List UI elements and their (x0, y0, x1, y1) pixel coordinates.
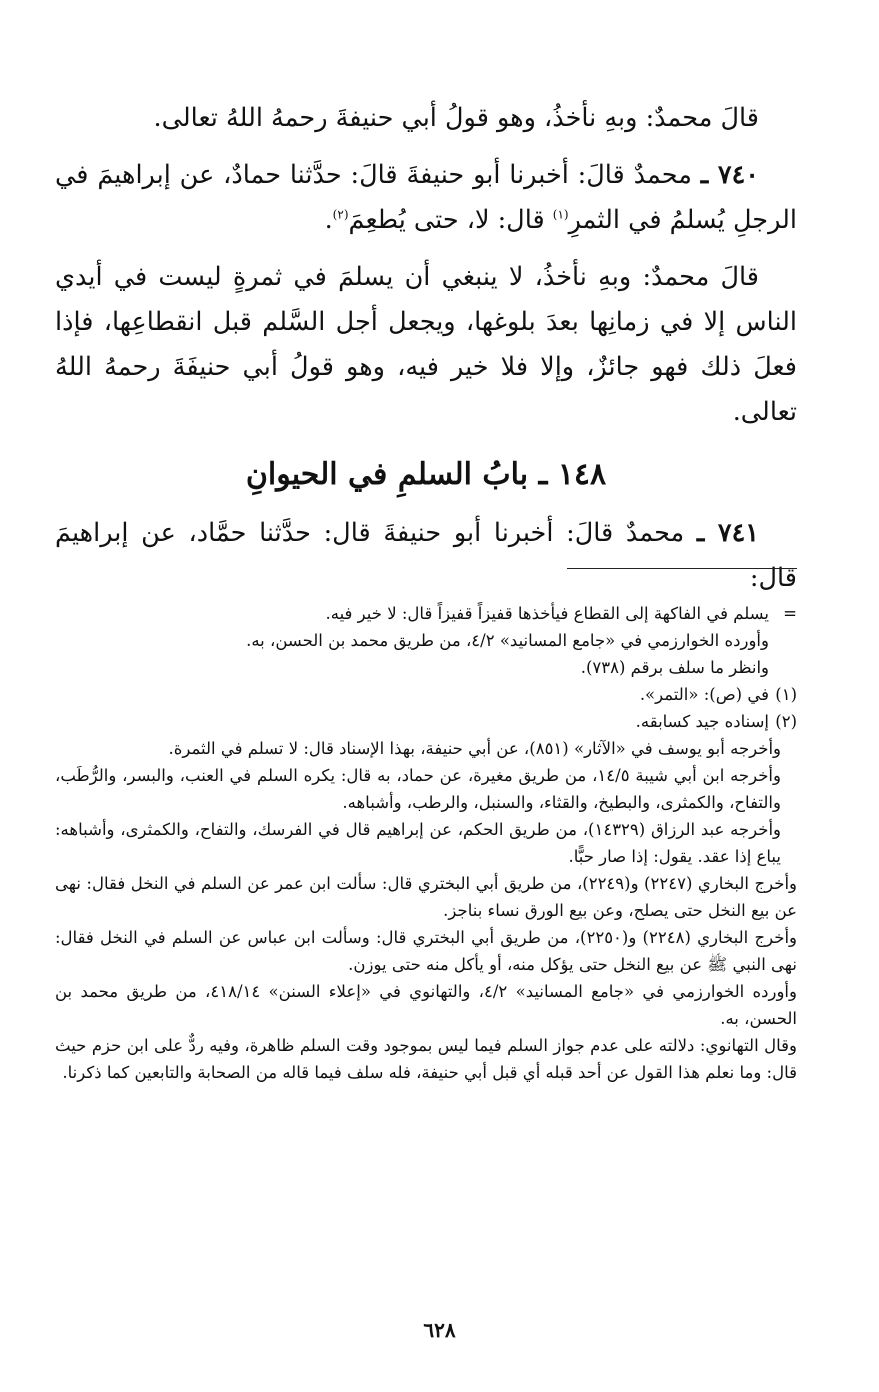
paragraph-740 (55, 153, 797, 243)
footnote-1-text: في (ص): «التمر». (639, 685, 769, 704)
footnote-2-paragraph-e: وأخرج البخاري (٢٢٤٨) و(٢٢٥٠)، من طريق أبي البختري قال: وسألت ابن عباس عن السلم في النخل فقال: نهى النبي ﷺ عن بيع النخل حتى يؤكل منه، أو يأكل منه حتى يوزن. (55, 928, 797, 974)
footnote-1-label: (١) (775, 685, 797, 704)
paragraph-740-end: . (324, 205, 333, 235)
footnote-2-paragraph-a: وأخرجه أبو يوسف في «الآثار» (٨٥١)، عن أبي حنيفة، بهذا الإسناد قال: لا تسلم في الثمرة. (168, 739, 781, 758)
footnote-2-paragraph-b: وأخرجه ابن أبي شيبة ١٤/٥، من طريق مغيرة، عن حماد، به قال: يكره السلم في العنب، والبسر، والرُّطَب، والتفاح، والكمثرى، والبطيخ، والقثاء، والسنبل، والرطب، وأشباهه. (55, 766, 781, 812)
footnote-separator (567, 568, 797, 569)
main-text (55, 96, 797, 611)
footnote-continuation-line-1 (55, 600, 797, 627)
footnote-2-paragraph-c: وأخرجه عبد الرزاق (١٤٣٢٩)، من طريق الحكم، عن إبراهيم قال في الفرسك، والتفاح، والكمثرى، وأشباهه: يباع إذا عقد. يقول: إذا صار حبًّا. (55, 820, 781, 866)
footnote-1 (55, 681, 797, 708)
paragraph-741-text: محمدٌ قالَ: أخبرنا أبو حنيفةَ قال: حدَّثنا حمَّاد، عن إبراهيمَ قال: (55, 518, 797, 593)
footnote-continuation-line-3: وانظر ما سلف برقم (٧٣٨). (580, 658, 769, 677)
paragraph-1: قالَ محمدٌ: وبهِ نأخذُ، وهو قولُ أبي حنيفةَ رحمهُ اللهُ تعالى. (153, 103, 759, 133)
footnote-2-text: إسناده جيد كسابقه. (635, 712, 769, 731)
footnote-2-paragraph-d: وأخرج البخاري (٢٢٤٧) و(٢٢٤٩)، من طريق أبي البختري قال: سألت ابن عمر عن السلم في النخل فقال: نهى عن بيع النخل حتى يصلح، وعن بيع الورق نساء بناجز. (55, 874, 797, 920)
hadith-number-740: ٧٤٠ ـ (700, 160, 759, 190)
paragraph-740-text: محمدٌ قالَ: أخبرنا أبو حنيفةَ قالَ: حدَّثنا حمادٌ، عن إبراهيمَ في الرجلِ يُسلمُ في الثمرِ (55, 160, 797, 235)
footnote-ref-2[interactable]: (٢) (332, 207, 349, 222)
footnote-ref-1[interactable]: (١) (552, 207, 569, 222)
footnote-2 (55, 708, 797, 735)
footnote-2-paragraph-f: وأورده الخوارزمي في «جامع المسانيد» ٤/٢، والتهانوي في «إعلاء السنن» ٤١٨/١٤، من طريق محمد بن الحسن، به. (55, 982, 797, 1028)
page-number: ٦٢٨ (423, 1318, 456, 1342)
paragraph-740-mid: قال: لا، حتى يُطعِمَ (348, 205, 553, 235)
paragraph-3: قالَ محمدٌ: وبهِ نأخذُ، لا ينبغي أن يسلمَ في ثمرةٍ ليست في أيدي الناس إلا في زمانِها بعدَ بلوغها، ويجعل أجل السَّلم قبل انقطاعِها، فإذا فعلَ ذلك فهو جائزٌ، وإلا فلا خير فيه، وهو قولُ أبي حنيفَةَ رحمهُ اللهُ تعالى. (55, 262, 797, 427)
paragraph-741 (55, 511, 797, 601)
footnote-2-label: (٢) (775, 712, 797, 731)
continuation-text-1: يسلم في الفاكهة إلى القطاع فيأخذها قفيزاً قفيزاً قال: لا خير فيه. (325, 604, 769, 623)
hadith-number-741: ٧٤١ ـ (696, 518, 759, 548)
footnotes (55, 600, 797, 1086)
footnote-continuation-line-2: وأورده الخوارزمي في «جامع المسانيد» ٤/٢، من طريق محمد بن الحسن، به. (246, 631, 769, 650)
continuation-marker: = (783, 604, 797, 623)
footnote-2-paragraph-g: وقال التهانوي: دلالته على عدم جواز السلم فيما ليس بموجود وقت السلم ظاهرة، وفيه ردٌّ على ابن حزم حيث قال: وما نعلم هذا القول عن أحد قبله أي قبل أبي حنيفة، فله سلف فيما قاله من الصحابة والتابعين كما ذكرنا. (55, 1036, 797, 1082)
chapter-heading: ١٤٨ ـ بابُ السلمِ في الحيوانِ (245, 457, 607, 492)
